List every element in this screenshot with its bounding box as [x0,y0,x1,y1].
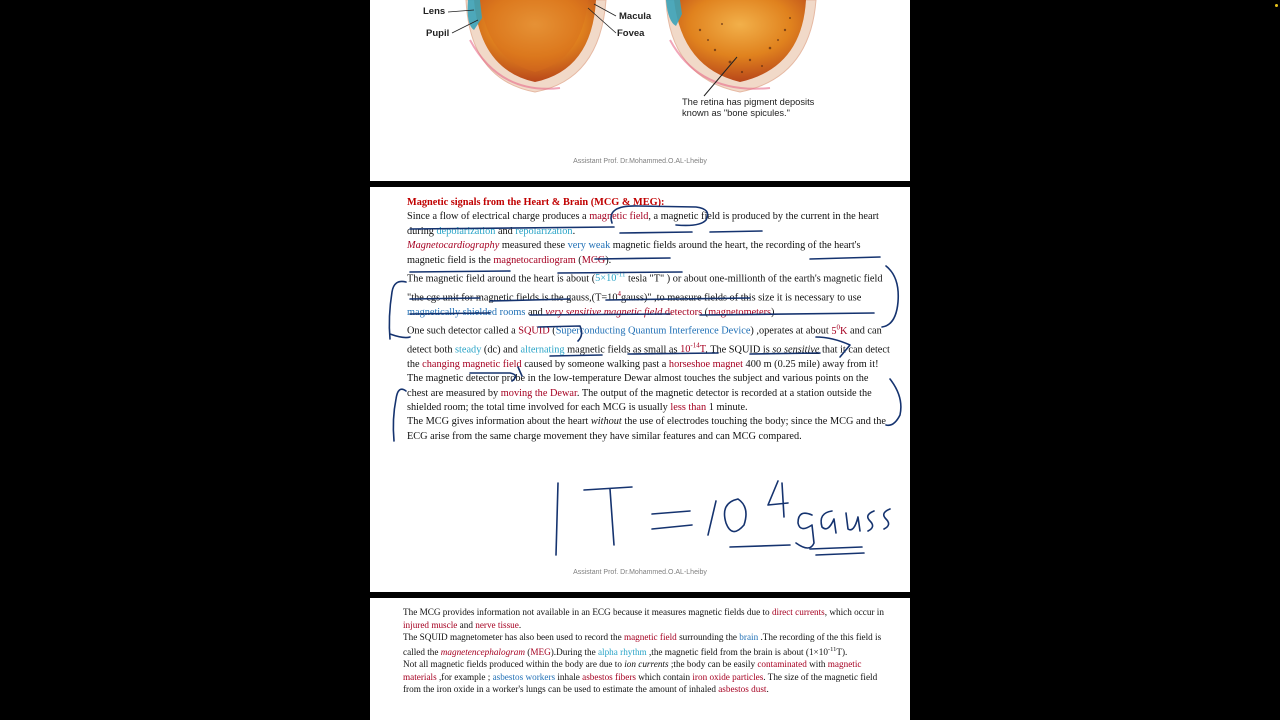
value-temperature: $5^0K$ [831,323,848,337]
term-direct-currents: direct currents [771,607,825,617]
hw-letter-T [584,487,632,545]
underline-row-6 [410,298,750,301]
bracket-left-1 [389,281,406,339]
caption-line-2: known as "bone spicules." [682,107,790,118]
value-heart-field: $5\times 10^{-11}$ [595,271,626,285]
term-squid-full: Superconducting Quantum Interference Device [555,325,751,337]
underline-row-3 [595,257,880,259]
cursor-dot [1275,4,1278,7]
term-asbestos-dust: asbestos dust [718,684,767,695]
caption-line-1: The retina has pigment deposits [682,97,815,107]
paragraph-1: Since a flow of electrical charge produces a magnetic field, a magnetic field is produced by the current in the heart during depolarization and repolarization. [407,211,879,237]
macula-label: Macula [619,11,652,22]
hw-digit-1 [556,483,558,555]
paragraph-4: One such detector called a SQUID (Superconducting Quantum Interference Device) ,operates at about $5^0K$ and can detect both steady (dc) and alternating magnetic fields as small as $10^{-14}T$. The SQUID is so sensitive that it can detect the changing magnetic field caused by someone walking past a horseshoe magnet 400 m (0.25 mile) away from it! [407,323,890,370]
term-magnetic-field: magnetic field [589,211,649,223]
term-magnetic-field-2: magnetic field [623,632,677,642]
page-1 [370,0,910,181]
term-ion-currents: ion currents [624,659,669,670]
term-so-sensitive: so sensitive [772,344,820,356]
hw-g [796,513,814,548]
eye-cross-section-retinitis [666,0,816,96]
term-very-weak: very weak [567,240,611,252]
term-steady: steady [455,344,482,356]
fovea-label: Fovea [617,28,645,39]
underline-row-4 [410,271,682,273]
term-magnetencephalogram: magnetencephalogram [440,646,525,657]
paragraph-3: The magnetic field around the heart is about ($5\times 10^{-11}$ tesla "T" ) or about one-millionth of the earth's magnetic field "the cgs unit for magnetic fields is the $gauss,(T=10^4gauss)$" ,to measure fields of this size it is necessary to use magnetically shielded rooms and very sensitive magnetic field detectors (magnetometers). [407,271,883,318]
pupil-label: Pupil [426,28,450,39]
paragraph-2: Magnetocardiography measured these very weak magnetic fields around the heart, the recording of the heart's magnetic field is the magnetocardiogram (MCG). [407,240,861,266]
term-magnetocardiogram: magnetocardiogram [493,254,576,266]
hw-u [846,513,860,531]
bracket-right-1 [882,266,898,327]
term-repolarization: repolarization [515,225,573,237]
term-injured-muscle: injured muscle [403,619,458,630]
value-min-field: $10^{-14}T$ [680,341,706,356]
box-squid [538,326,582,341]
page-2 [370,187,910,592]
hw-ss [868,509,890,531]
term-depolarization: depolarization [436,225,496,237]
term-less-than: less than [670,401,707,413]
term-sensitive-detectors: very sensitive magnetic field [545,306,663,318]
term-magnetocardiography: Magnetocardiography [407,240,500,252]
hw-exponent-4 [768,481,788,517]
term-magnetometers: magnetometers [708,306,772,318]
underline-row-9 [550,353,820,356]
term-moving-dewar: moving the Dewar [500,387,577,399]
underline-horseshoe [470,367,522,381]
page-2-footer: Assistant Prof. Dr.Mohammed.O.AL-Lheiby [573,569,707,576]
hw-ten [708,499,746,535]
term-without: without [590,416,622,428]
term-alpha-rhythm: alpha rhythm [597,646,647,657]
term-magnetic-materials: magnetic materials [403,659,862,682]
term-asbestos-workers: asbestos workers [492,671,556,682]
p3-paragraph-3: Not all magnetic fields produced within the body are due to ion currents ;the body can be easily contaminated with magnetic materials ,for example ; asbestos workers inhale asbestos fibers which contain iron oxide particles. The size of the magnetic field from the iron oxide in a worker's lungs can be used to estimate the amount of inhaled asbestos dust. [403,659,878,695]
term-shielded-rooms: magnetically shielded rooms [407,306,526,318]
term-asbestos-fibers: asbestos fibers [582,671,636,682]
term-meg: MEG [530,646,551,657]
circle-magnetic-field [611,206,708,225]
term-nerve-tissue: nerve tissue [475,619,519,630]
hw-a [821,511,836,533]
hw-underline-gauss [810,547,864,555]
bracket-left-2 [393,389,406,441]
page-1-footer: Assistant Prof. Dr.Mohammed.O.AL-Lheiby [573,158,707,165]
hw-equals [652,511,692,529]
mark-min-field [816,337,850,357]
handwritten-annotations [370,187,910,592]
term-squid: SQUID [518,325,550,337]
retina-caption [682,97,814,118]
paragraph-6: The MCG gives information about the heart without the use of electrodes touching the body; since the MCG and the ECG arise from the same charge movement they have similar features and can MCG compared. [407,416,887,442]
term-horseshoe-magnet: horseshoe magnet [668,358,743,370]
underline-row-7 [410,313,874,315]
paragraph-5: The magnetic detector probe in the low-temperature Dewar almost touches the subject and various points on the chest are measured by moving the Dewar. The output of the magnetic detector is recorded at a station outside the shielded room; the total time involved for each MCG is usually less than 1 minute. [407,373,872,413]
term-changing-field: changing magnetic field [422,358,522,370]
hw-underline-ten [730,545,790,547]
page-3 [370,598,910,720]
eye-cross-section-normal [466,0,606,92]
underline-row-2 [410,227,762,233]
term-alternating: alternating [520,344,565,356]
term-brain: brain [739,632,759,642]
p3-paragraph-2: The SQUID magnetometer has also been used to record the magnetic field surrounding the brain .The recording of the this field is called the magnetencephalogram (MEG).During the alpha rhythm ,the magnetic field from the brain is about $(1\times 10^{-11}T)$. [403,632,882,657]
p3-paragraph-1: The MCG provides information not available in an ECG because it measures magnetic fields due to direct currents, which occur in injured muscle and nerve tissue. [403,607,884,630]
term-iron-oxide: iron oxide particles [692,671,764,682]
page-3-body [403,606,893,696]
bracket-right-2 [886,379,901,425]
bracket-left-tail [390,334,410,338]
term-contaminated: contaminated [757,659,807,670]
section-title: Magnetic signals from the Heart & Brain (MCG & MEG): [407,197,665,208]
term-mcg: MCG [581,254,606,266]
lens-label: Lens [423,6,446,17]
